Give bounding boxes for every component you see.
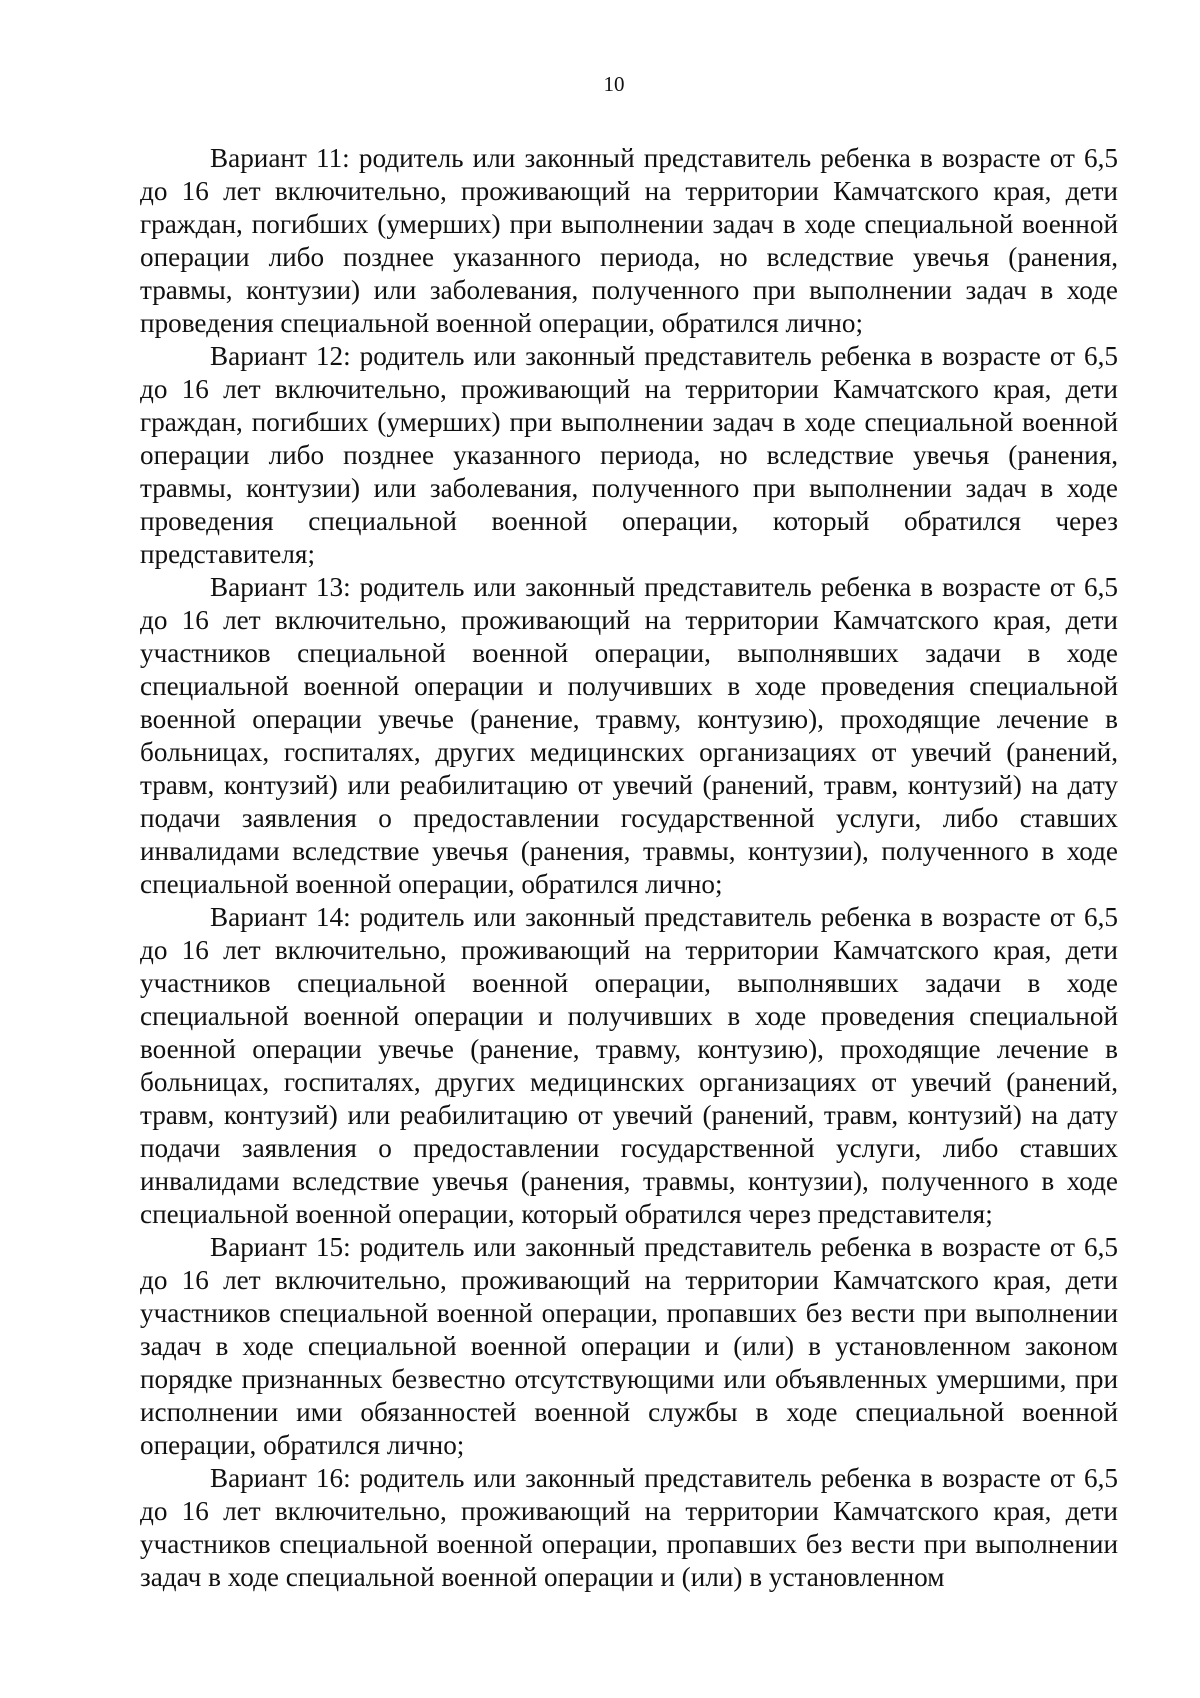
paragraph-variant-15: Вариант 15: родитель или законный представитель ребенка в возрасте от 6,5 до 16 лет включительно, проживающий на территории Камчатского края, дети участников специальной военной операции, пропавших без вести при выполнении задач в ходе специальной военной операции и (или) в установленном законом порядке признанных безвестно отсутствующими или объявленных умершими, при исполнении ими обязанностей военной службы в ходе специальной военной операции, обратился лично; xyxy=(140,1232,1118,1460)
paragraph-variant-12: Вариант 12: родитель или законный представитель ребенка в возрасте от 6,5 до 16 лет включительно, проживающий на территории Камчатского края, дети граждан, погибших (умерших) при выполнении задач в ходе специальной военной операции либо позднее указанного периода, но вследствие увечья (ранения, травмы, контузии) или заболевания, полученного при выполнении задач в ходе проведения специальной военной операции, который обратился через представителя; xyxy=(140,341,1118,569)
paragraph-variant-11: Вариант 11: родитель или законный представитель ребенка в возрасте от 6,5 до 16 лет включительно, проживающий на территории Камчатского края, дети граждан, погибших (умерших) при выполнении задач в ходе специальной военной операции либо позднее указанного периода, но вследствие увечья (ранения, травмы, контузии) или заболевания, полученного при выполнении задач в ходе проведения специальной военной операции, обратился лично; xyxy=(140,143,1118,338)
paragraph-variant-16: Вариант 16: родитель или законный представитель ребенка в возрасте от 6,5 до 16 лет включительно, проживающий на территории Камчатского края, дети участников специальной военной операции, пропавших без вести при выполнении задач в ходе специальной военной операции и (или) в установленном xyxy=(140,1463,1118,1592)
paragraph-variant-14: Вариант 14: родитель или законный представитель ребенка в возрасте от 6,5 до 16 лет включительно, проживающий на территории Камчатского края, дети участников специальной военной операции, выполнявших задачи в ходе специальной военной операции и получивших в ходе проведения специальной военной операции увечье (ранение, травму, контузию), проходящие лечение в больницах, госпиталях, других медицинских организациях от увечий (ранений, травм, контузий) или реабилитацию от увечий (ранений, травм, контузий) на дату подачи заявления о предоставлении государственной услуги, либо ставших инвалидами вследствие увечья (ранения, травмы, контузии), полученного в ходе специальной военной операции, который обратился через представителя; xyxy=(140,902,1118,1229)
paragraph-variant-13: Вариант 13: родитель или законный представитель ребенка в возрасте от 6,5 до 16 лет включительно, проживающий на территории Камчатского края, дети участников специальной военной операции, выполнявших задачи в ходе специальной военной операции и получивших в ходе проведения специальной военной операции увечье (ранение, травму, контузию), проходящие лечение в больницах, госпиталях, других медицинских организациях от увечий (ранений, травм, контузий) или реабилитацию от увечий (ранений, травм, контузий) на дату подачи заявления о предоставлении государственной услуги, либо ставших инвалидами вследствие увечья (ранения, травмы, контузии), полученного в ходе специальной военной операции, обратился лично; xyxy=(140,572,1118,899)
document-body xyxy=(140,142,1118,1594)
page-number: 10 xyxy=(603,72,625,96)
